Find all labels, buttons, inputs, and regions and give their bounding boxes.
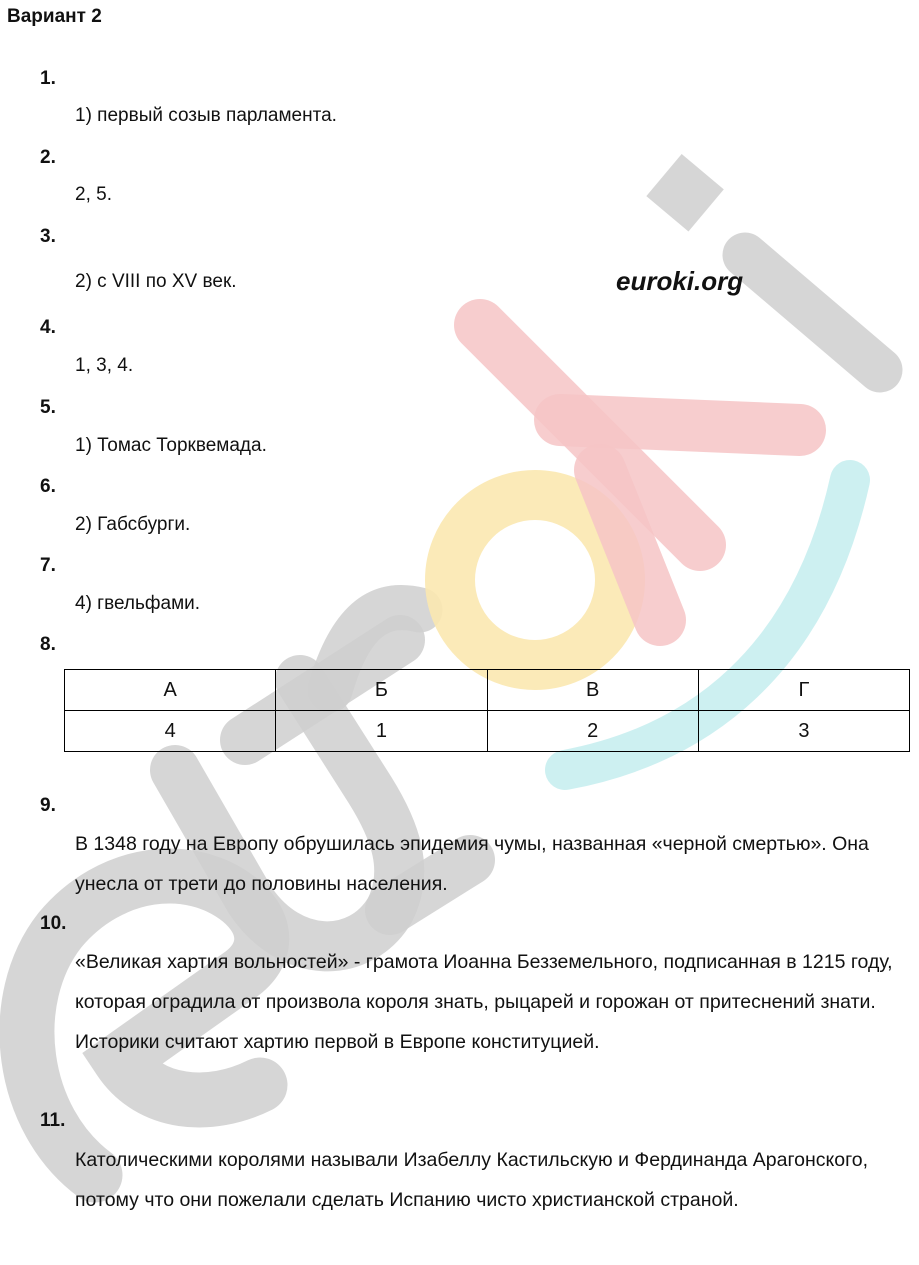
site-watermark-text: euroki.org (616, 266, 744, 296)
table-cell: 3 (698, 711, 909, 752)
answer-table (64, 669, 910, 752)
question-number: 5. (40, 397, 56, 418)
answer-text: 2) Габсбурги. (75, 514, 191, 535)
table-cell: 4 (65, 711, 276, 752)
answer-paragraph: «Великая хартия вольностей» - грамота Иоанна Безземельного, подписанная в 1215 году, которая оградила от произвола короля знать, рыцарей и горожан от притеснений знати. Историки считают хартию первой в Европе конституцией. (75, 951, 893, 1053)
table-header-cell: Г (698, 670, 909, 711)
question-number: 4. (40, 317, 56, 338)
answer-text: 2) с VIII по XV век. (75, 271, 237, 292)
page-title: Вариант 2 (7, 6, 102, 27)
table-header-row (65, 670, 910, 711)
table-cell: 2 (487, 711, 698, 752)
question-number: 10. (40, 913, 67, 934)
table-header-cell: Б (276, 670, 487, 711)
table-row (65, 711, 910, 752)
table-header-cell: В (487, 670, 698, 711)
question-number: 9. (40, 795, 56, 816)
answer-text: 1) Томас Торквемада. (75, 435, 267, 456)
question-number: 1. (40, 68, 56, 89)
question-number: 8. (40, 634, 56, 655)
answer-text: 1, 3, 4. (75, 355, 134, 376)
question-number: 2. (40, 147, 56, 168)
question-number: 3. (40, 226, 56, 247)
question-number: 11. (40, 1110, 66, 1131)
answer-text: 2, 5. (75, 184, 112, 205)
answer-paragraph: Католическими королями называли Изабеллу Кастильскую и Фердинанда Арагонского, потому что они пожелали сделать Испанию чисто христианской страной. (75, 1149, 869, 1211)
answer-paragraph: В 1348 году на Европу обрушилась эпидемия чумы, названная «черной смертью». Она унесла от трети до половины населения. (75, 833, 869, 895)
table-cell: 1 (276, 711, 487, 752)
question-number: 7. (40, 555, 56, 576)
table-header-cell: А (65, 670, 276, 711)
question-number: 6. (40, 476, 56, 497)
answer-text: 1) первый созыв парламента. (75, 105, 337, 126)
answer-text: 4) гвельфами. (75, 593, 201, 614)
